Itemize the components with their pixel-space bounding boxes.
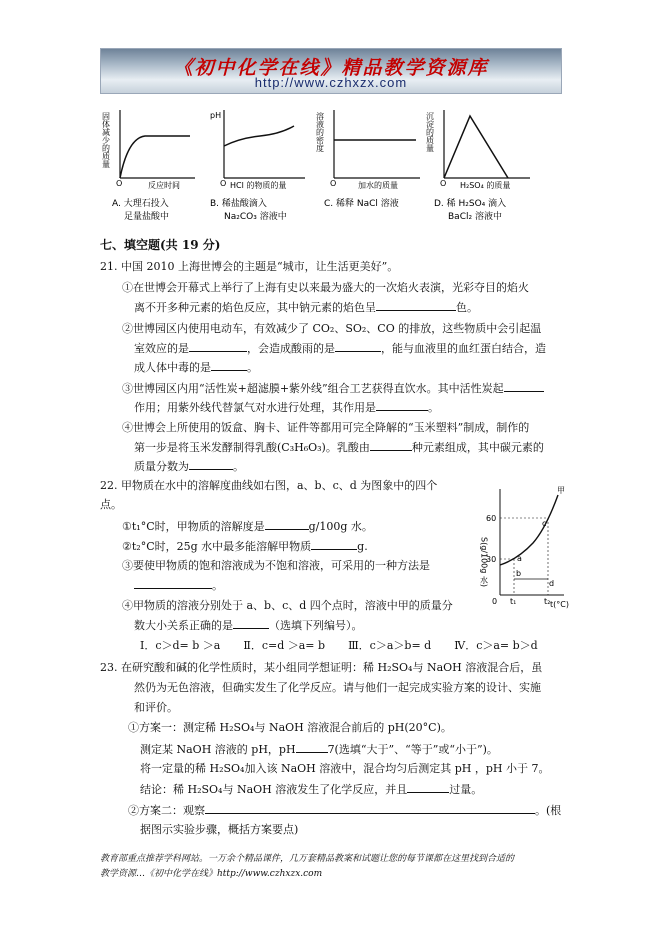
solubility-curve [500, 495, 558, 565]
q22-blank-2[interactable] [311, 538, 357, 550]
q22-option-4: Ⅳ．c＞a= b＞d [454, 639, 538, 652]
solubility-ylabel: S(g/100g 水) [479, 537, 489, 587]
graph-b [210, 110, 305, 222]
q22-blank-4[interactable] [233, 617, 269, 629]
section-heading: 七、填空题(共 19 分) [100, 238, 221, 252]
graph-a-ylabel: 固体减少的质量 [101, 112, 111, 168]
q23-s1a: 测定某 NaOH 溶液的 pH，pH 7(选填“大于”、“等于”或“小于”)。 [140, 743, 498, 756]
q21-blank-1[interactable] [376, 299, 456, 311]
q21-blank-3[interactable] [335, 340, 381, 352]
q22-p4b: 数大小关系正确的是 （选填下列编号）。 [134, 619, 363, 632]
solubility-legend: 甲 [557, 486, 565, 495]
q23-blank-2[interactable] [407, 781, 449, 793]
q22-blank-3[interactable] [134, 577, 212, 589]
banner-url: http://www.czhxzx.com [254, 75, 408, 90]
graph-a [102, 110, 196, 222]
q21-p1b: 离不开多种元素的焰色反应，其中钠元素的焰色呈 色。 [134, 301, 478, 314]
graph-d-caption1: D. 稀 H₂SO₄ 滴入 [434, 199, 507, 209]
q23-s2b: 据图示实验步骤，概括方案要点) [140, 823, 299, 836]
x-tick-t2: t₂ [544, 597, 551, 606]
point-c: c [542, 519, 547, 528]
x-tick-0: 0 [492, 597, 498, 606]
q21-blank-4[interactable] [211, 359, 247, 371]
q23-stem-b: 然仍为无色溶液，但确实发生了化学反应。请与他们一起完成实验方案的设计、实施 [134, 681, 541, 694]
q22-p4a: ④甲物质的溶液分别处于 a、b、c、d 四个点时，溶液中甲的质量分 [122, 599, 453, 612]
q22-option-3: Ⅲ．c＞a＞b= d [348, 639, 432, 652]
graphs-figure [100, 106, 560, 236]
q23-stem-c: 和评价。 [134, 701, 178, 714]
point-a: a [517, 554, 522, 563]
q21-p2b: 室效应的是 ，会造成酸雨的是 ，能与血液里的血红蛋白结合，造 [134, 342, 546, 355]
q23-blank-3[interactable] [205, 802, 535, 814]
q21-blank-6[interactable] [376, 399, 428, 411]
q21-p4a: ④世博会上所使用的饭盒、胸卡、证件等都用可完全降解的“玉米塑料”制成，制作的 [122, 421, 530, 434]
point-d: d [549, 579, 555, 588]
graph-d-ylabel: 沉淀的质量 [425, 112, 435, 152]
graph-c-ylabel: 溶液的密度 [315, 112, 325, 152]
svg-text:O: O [440, 179, 447, 188]
q23-stem-a: 23. 在研究酸和碱的化学性质时，某小组同学想证明：稀 H₂SO₄与 NaOH 溶液混合后，虽 [100, 661, 543, 674]
svg-text:O: O [116, 179, 123, 188]
q21-stem: 21. 中国 2010 上海世博会的主题是“城市，让生活更美好”。 [100, 260, 399, 273]
graph-a-xlabel: 反应时间 [148, 181, 180, 190]
q23-s2: ②方案二：观察 。(根 [128, 804, 562, 817]
q22-stem-a: 22. 甲物质在水中的溶解度曲线如右图，a、b、c、d 为图象中的四个 [100, 479, 438, 492]
q21-p1a: ①在世博会开幕式上举行了上海有史以来最为盛大的一次焰火表演，光彩夺目的焰火 [122, 281, 529, 294]
q22-options [140, 638, 538, 653]
site-banner [100, 48, 562, 94]
q22-p2: ②t₂°C时，25g 水中最多能溶解甲物质 g. [122, 540, 368, 553]
q22-blank-1[interactable] [265, 518, 309, 530]
graph-a-curve [120, 136, 190, 178]
svg-text:O: O [220, 179, 227, 188]
q21-p2c: 成人体中毒的是 。 [134, 361, 258, 374]
footer-line-1: 教育部重点推荐学科网站。一万余个精品课件，几万套精品教案和试题让您的每节课都在这里找到合适的 [100, 854, 515, 864]
solubility-chart [478, 483, 569, 609]
q21-p4b: 第一步是将玉米发酵制得乳酸(C₃H₆O₃)。乳酸由 种元素组成，其中碳元素的 [134, 441, 544, 454]
point-b: b [516, 569, 522, 578]
q21-p4c: 质量分数为 。 [134, 460, 244, 473]
graph-a-caption2: 足量盐酸中 [124, 212, 170, 222]
q23-s1c: 结论：稀 H₂SO₄与 NaOH 溶液发生了化学反应，并且 过量。 [140, 783, 483, 796]
q21-blank-7[interactable] [370, 439, 412, 451]
x-axis-label: t(°C) [550, 600, 569, 609]
q21-blank-2[interactable] [189, 340, 247, 352]
graph-b-curve [224, 126, 294, 146]
q22-p3-answer: 。 [134, 577, 223, 593]
q21-p2a: ②世博园区内使用电动车，有效减少了 CO₂、SO₂、CO 的排放，这些物质中会引起温 [122, 322, 542, 335]
q22-p1: ①t₁°C时，甲物质的溶解度是 g/100g 水。 [122, 520, 373, 533]
y-tick-60: 60 [486, 514, 497, 523]
q22-stem-b: 点。 [100, 498, 122, 511]
graph-d-xlabel: H₂SO₄ 的质量 [460, 181, 511, 190]
banner-title: 《初中化学在线》精品教学资源库 [173, 57, 489, 79]
q21-blank-8[interactable] [189, 458, 233, 470]
q23-s1b: 将一定量的稀 H₂SO₄加入该 NaOH 溶液中，混合均匀后测定其 pH ，pH 小于 7。 [140, 762, 550, 775]
svg-text:O: O [330, 179, 337, 188]
graph-d [426, 110, 531, 222]
q21-p3a: ③世博园区内用“活性炭+超滤膜+紫外线”组合工艺获得直饮水。其中活性炭起 [122, 380, 544, 396]
q22-p3: ③要使甲物质的饱和溶液成为不饱和溶液，可采用的一种方法是 [122, 559, 430, 572]
graph-c-xlabel: 加水的质量 [358, 181, 398, 190]
graph-b-caption2: Na₂CO₃ 溶液中 [224, 212, 287, 222]
x-tick-t1: t₁ [510, 597, 517, 606]
graph-b-xlabel: HCl 的物质的量 [230, 181, 287, 190]
graph-b-ylabel: pH [210, 111, 222, 120]
y-tick-30: 30 [486, 555, 497, 564]
graph-b-caption1: B. 稀盐酸滴入 [210, 199, 267, 209]
graph-c [316, 110, 421, 209]
graph-d-caption2: BaCl₂ 溶液中 [448, 212, 502, 222]
q21-blank-5[interactable] [504, 380, 544, 392]
page-footer [100, 852, 560, 882]
q23-blank-1[interactable] [296, 741, 328, 753]
q21-p3b: 作用；用紫外线代替氯气对水进行处理，其作用是 。 [134, 401, 439, 414]
q22-option-1: Ⅰ．c＞d= b ＞a [140, 639, 221, 652]
graph-d-curve [444, 116, 508, 178]
graph-a-caption1: A. 大理石投入 [112, 199, 169, 209]
footer-line-2: 教学资源…《初中化学在线》http://www.czhxzx.com [100, 869, 323, 879]
q23-s1: ①方案一：测定稀 H₂SO₄与 NaOH 溶液混合前后的 pH(20°C)。 [128, 721, 452, 734]
q22-option-2: Ⅱ．c=d ＞a= b [243, 639, 326, 652]
graph-c-caption1: C. 稀释 NaCl 溶液 [324, 199, 399, 209]
